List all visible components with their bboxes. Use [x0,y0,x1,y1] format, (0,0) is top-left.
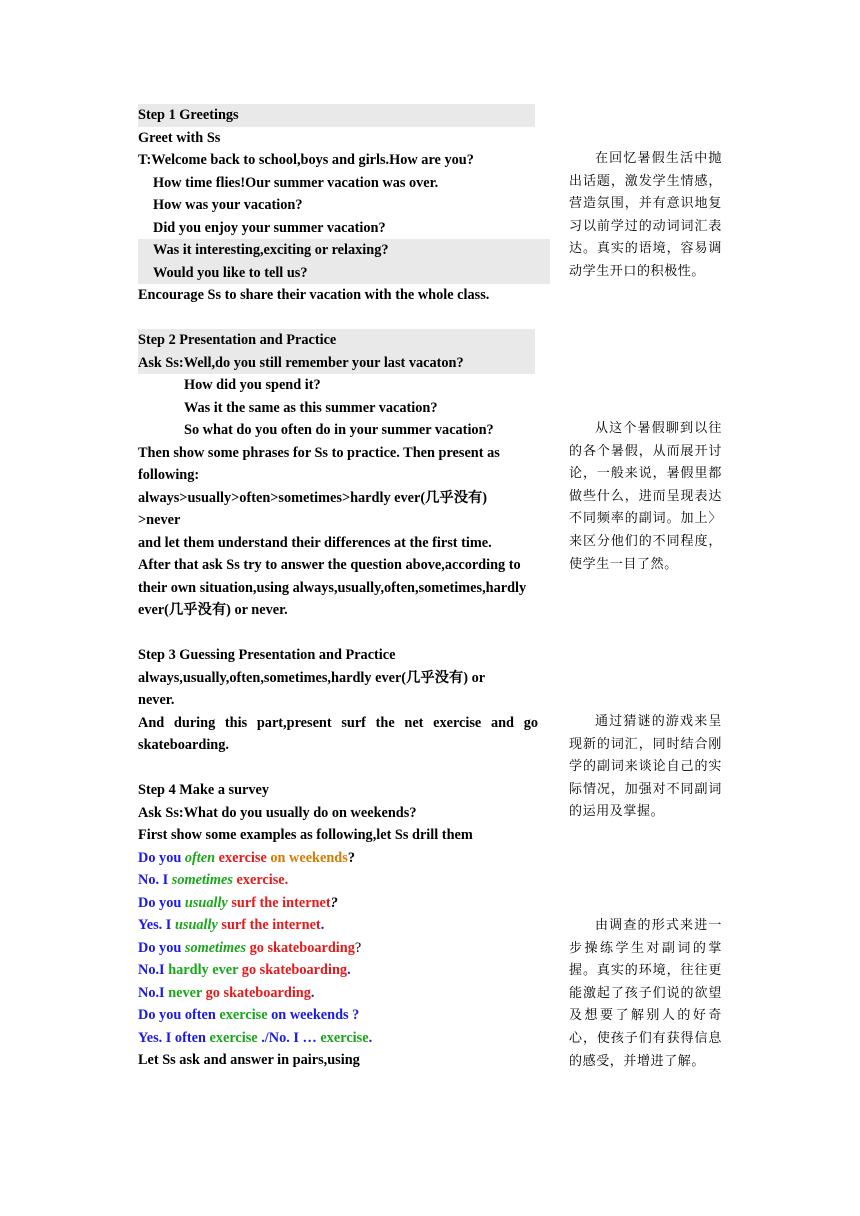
drill-text: Do you [138,894,185,911]
step4-line: Let Ss ask and answer in pairs,using [138,1052,360,1068]
drill-text: No.I [138,962,169,978]
design-note: 从这个暑假聊到以往的各个暑假，从而展开讨论，一般来说，暑假里都做些什么，进而呈现表达不同频率的副词。加上〉来区分他们的不同程度，使学生一目了然。 [569,421,722,572]
step1-line: Would you like to tell us? [138,262,550,285]
spacer [138,622,538,645]
step2-line: How did you spend it? [184,377,321,393]
drill-adverb: sometimes [184,939,247,956]
step2-line: Then show some phrases for Ss to practice. Then present as following: [138,444,500,483]
step1-line: Was it interesting,exciting or relaxing? [138,239,550,262]
drill-line [138,959,538,982]
drill-line [138,937,538,960]
drill-line [138,869,538,892]
drill-line [138,982,538,1005]
drill-text: ./No. I … [257,1029,321,1046]
drill-punct: ? [330,894,338,911]
step1-title: Step 1 Greetings [138,104,535,127]
step1-line: How was your vacation? [153,197,303,213]
step4-line: Ask Ss:What do you usually do on weekends? [138,804,417,821]
step2-line: and let them understand their differences at the first time. [138,534,492,551]
step3-title: Step 3 Guessing Presentation and Practice [138,647,396,663]
drill-text: Yes. I often [138,1029,210,1046]
drill-activity: exercise [320,1029,369,1046]
design-note: 由调查的形式来进一步操练学生对副词的掌握。真实的环境，往往更能激起了孩子们说的欲望及想要了解别人的好奇心，使孩子们有获得信息的感受，并增进了解。 [569,918,722,1069]
drill-punct: . [347,962,351,978]
drill-text: No. I [138,872,172,888]
drill-adverb: usually [184,894,228,911]
drill-activity: surf the internet [227,894,331,911]
drill-adverb: hardly ever [168,962,239,978]
drill-activity: go skateboarding [246,939,355,956]
step2-line: After that ask Ss try to answer the question above,according to their own situation,using always,usually,often,sometimes,hardly ever(几乎没有) or never. [138,557,527,618]
step2-line: So what do you often do in your summer vacation? [184,422,494,438]
drill-adverb: often [184,849,216,866]
step1-line: Greet with Ss [138,129,221,146]
drill-activity: exercise [219,1007,268,1023]
drill-line [138,892,538,915]
step1-line: How time flies!Our summer vacation was over. [153,174,439,191]
spacer [138,757,538,780]
drill-line [138,847,538,870]
step1-line: Encourage Ss to share their vacation with the whole class. [138,287,490,303]
drill-punct: . [368,1029,373,1046]
drill-text: Do you [138,939,185,956]
drill-time: on weekends [266,849,348,866]
step2-line: Was it the same as this summer vacation? [184,399,438,416]
drill-text: No.I [138,984,169,1001]
drill-activity: go skateboarding [202,984,311,1001]
step2-title: Step 2 Presentation and Practice [138,329,535,352]
step2-line: always>usually>often>sometimes>hardly ever(几乎没有) >never [138,489,488,528]
drill-punct: . [320,917,325,933]
drill-punct: . [310,984,315,1001]
drill-text: Yes. I [138,917,175,933]
design-note: 在回忆暑假生活中抛出话题，激发学生情感，营造氛围，并有意识地复习以前学过的动词词汇表达。真实的语境，容易调动学生开口的积极性。 [569,151,722,279]
design-note: 通过猜谜的游戏来呈现新的词汇，同时结合刚学的副词来谈论自己的实际情况，加强对不同副词的运用及掌握。 [569,714,722,820]
drill-activity: exercise [232,872,285,888]
drill-line [138,1004,538,1027]
step3-line: always,usually,often,sometimes,hardly ever(几乎没有) or never. [138,669,485,708]
spacer [138,307,538,330]
step3-line: And during this part,present surf the net exercise and go skateboarding. [138,714,538,753]
drill-punct: ? [354,939,362,956]
drill-text: Do you [138,849,185,866]
drill-activity: exercise [215,849,267,866]
drill-punct: ? [347,849,355,866]
step1-line: Did you enjoy your summer vacation? [153,219,386,236]
drill-line [138,914,538,937]
drill-adverb: never [168,984,203,1001]
drill-activity: exercise [209,1029,258,1046]
drill-line [138,1027,538,1050]
drill-punct: . [284,872,289,888]
drill-adverb: usually [174,917,218,933]
drill-activity: go skateboarding [238,962,348,978]
step1-line: T:Welcome back to school,boys and girls.How are you? [138,152,474,168]
step2-line: Ask Ss:Well,do you still remember your last vacaton? [138,352,535,375]
step4-line: First show some examples as following,let Ss drill them [138,827,473,843]
drill-time: on weekends ? [267,1007,360,1023]
step4-title: Step 4 Make a survey [138,782,270,798]
drill-text: Do you often [138,1007,220,1023]
lesson-steps [138,104,538,1072]
drill-adverb: sometimes [171,872,233,888]
drill-activity: surf the internet [217,917,321,933]
